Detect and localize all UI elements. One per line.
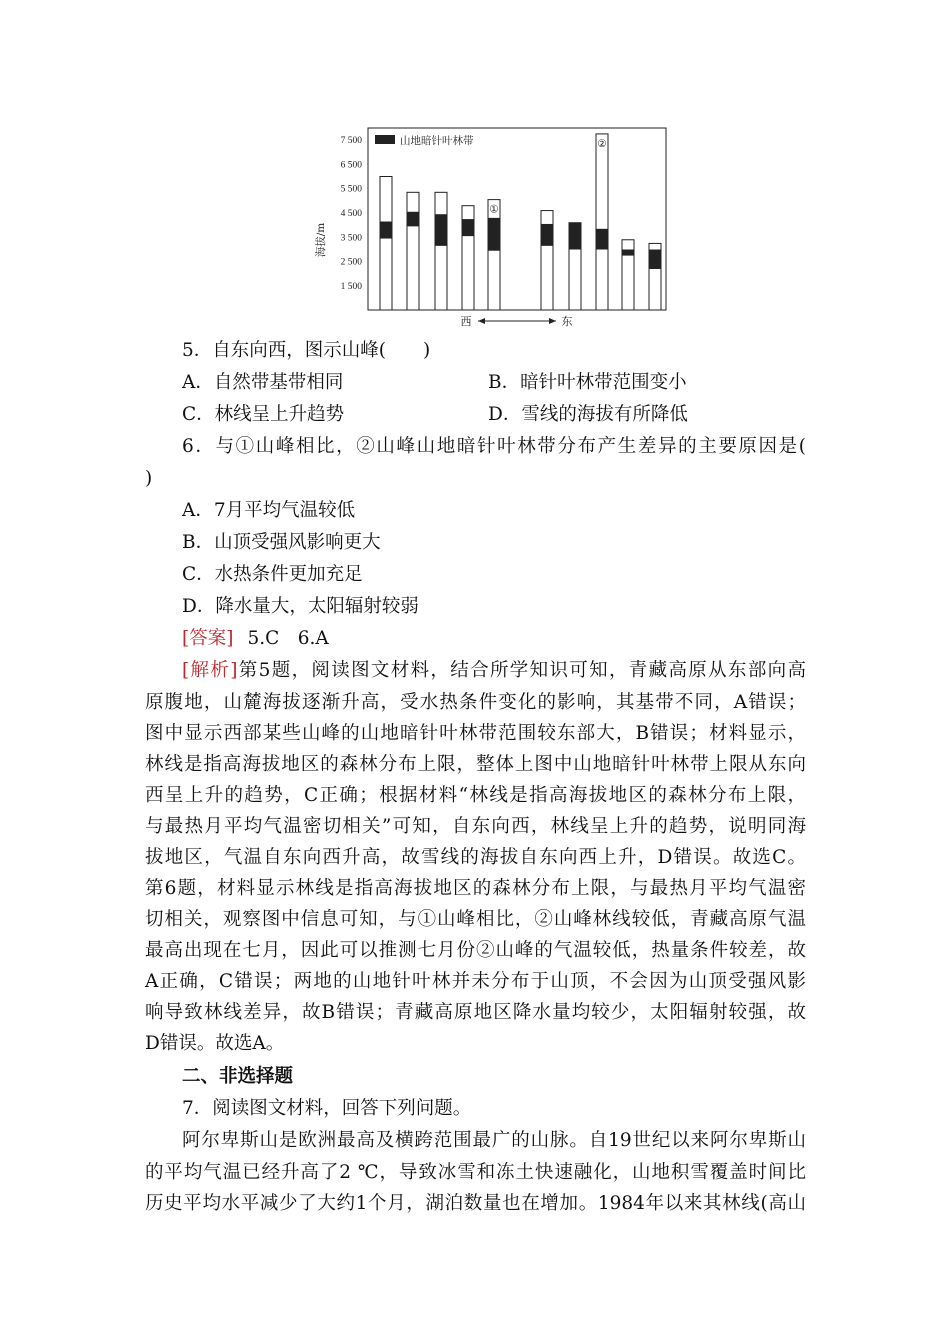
q5-option-c: C．林线呈上升趋势 — [182, 404, 345, 425]
west-arrowhead — [478, 318, 485, 324]
q5-option-a: A．自然带基带相同 — [182, 372, 344, 393]
conifer-belt — [541, 224, 553, 246]
q6-option-d: D．降水量大，太阳辐射较弱 — [182, 596, 419, 617]
peak-bar — [596, 134, 608, 310]
peak-label: ② — [597, 137, 607, 150]
answer-text: 5.C 6.A — [247, 628, 329, 649]
q7-line-0: 阿尔卑斯山是欧洲最高及横跨范围最广的山脉。自19世纪以来阿尔卑斯山 — [182, 1130, 806, 1151]
analysis-line-0: [解析]第5题，阅读图文材料，结合所学知识可知，青藏高原从东部向高 — [182, 660, 806, 681]
west-label: 西 — [460, 315, 472, 328]
analysis-line-11: 响导致林线差异，故B错误；青藏高原地区降水量均较少，太阳辐射较强，故 — [145, 1002, 806, 1023]
analysis-line-9: 最高出现在七月，因此可以推测七月份②山峰的气温较低，热量条件较差，故 — [145, 940, 806, 961]
conifer-belt — [488, 218, 500, 251]
answer-tag: [答案] — [182, 628, 234, 649]
conifer-belt — [407, 212, 419, 227]
q7-line-1: 的平均气温已经升高了2 ℃，导致冰雪和冻土快速融化，山地积雪覆盖时间比 — [145, 1162, 806, 1183]
legend-label: 山地暗针叶林带 — [400, 135, 474, 147]
analysis-line-1: 原腹地，山麓海拔逐渐升高，受水热条件变化的影响，其基带不同，A错误； — [145, 692, 806, 713]
peak-label: ① — [489, 203, 499, 216]
y-tick-label: 4 500 — [340, 209, 362, 219]
q7-line-2: 历史平均水平减少了大约1个月，湖泊数量也在增加。1984年以来其林线(高山 — [145, 1193, 806, 1214]
analysis-line-7: 第6题，材料显示林线是指高海拔地区的森林分布上限，与最热月平均气温密 — [145, 878, 806, 899]
conifer-belt — [622, 250, 634, 256]
q6-stem-line2: ) — [145, 468, 153, 489]
q6-option-c: C．水热条件更加充足 — [182, 564, 363, 585]
analysis-line-5: 与最热月平均气温密切相关”可知，自东向西，林线呈上升的趋势，说明同海 — [145, 816, 806, 837]
analysis-line-2: 图中显示西部某些山峰的山地暗针叶林带范围较东部大，B错误；材料显示， — [145, 723, 806, 744]
conifer-belt — [596, 229, 608, 250]
analysis-line-10: A正确，C错误；两地的山地针叶林并未分布于山顶，不会因为山顶受强风影 — [145, 971, 806, 992]
q6-option-b: B．山顶受强风影响更大 — [182, 532, 381, 553]
q6-option-a: A．7月平均气温较低 — [182, 500, 356, 521]
east-label: 东 — [561, 315, 573, 328]
analysis-line-6: 拔地区，气温自东向西升高，故雪线的海拔自东向西上升，D错误。故选C。 — [145, 847, 806, 868]
analysis-tag: [解析] — [182, 660, 238, 681]
q5-option-d: D．雪线的海拔有所降低 — [488, 404, 688, 425]
conifer-belt — [569, 223, 581, 250]
y-axis-label: 海拔/m — [315, 222, 327, 258]
q6-stem-line1: 6．与①山峰相比，②山峰山地暗针叶林带分布产生差异的主要原因是( — [182, 436, 806, 457]
legend-swatch — [375, 135, 395, 144]
peak-bar — [488, 200, 500, 310]
analysis-line-3: 林线是指高海拔地区的森林分布上限，整体上图中山地暗针叶林带上限从东向 — [145, 754, 806, 775]
peak-bar — [380, 177, 392, 311]
q5-stem: 5．自东向西，图示山峰( ) — [182, 340, 431, 361]
analysis-line-8: 切相关，观察图中信息可知，与①山峰相比，②山峰林线较低，青藏高原气温 — [145, 909, 806, 930]
y-tick-label: 3 500 — [340, 233, 362, 244]
q5-option-b: B．暗针叶林带范围变小 — [488, 372, 687, 393]
altitude-bar-chart — [300, 122, 680, 332]
peak-bar — [435, 192, 447, 310]
east-arrowhead — [549, 318, 556, 324]
analysis-line-12: D错误。故选A。 — [145, 1033, 285, 1054]
y-tick-label: 1 500 — [340, 282, 362, 292]
conifer-belt — [649, 250, 661, 269]
conifer-belt — [435, 214, 447, 246]
y-tick-label: 2 500 — [340, 257, 362, 268]
peak-bar — [407, 192, 419, 310]
conifer-belt — [380, 222, 392, 239]
section-heading: 二、非选择题 — [182, 1066, 294, 1087]
analysis-line-4: 西呈上升的趋势，C正确；根据材料“林线是指高海拔地区的森林分布上限， — [145, 785, 806, 806]
y-tick-label: 5 500 — [340, 184, 362, 195]
answer-line — [182, 628, 329, 650]
q7-stem: 7．阅读图文材料，回答下列问题。 — [182, 1098, 472, 1119]
conifer-belt — [462, 219, 474, 236]
y-tick-label: 7 500 — [340, 136, 362, 146]
y-tick-label: 6 500 — [340, 160, 362, 171]
